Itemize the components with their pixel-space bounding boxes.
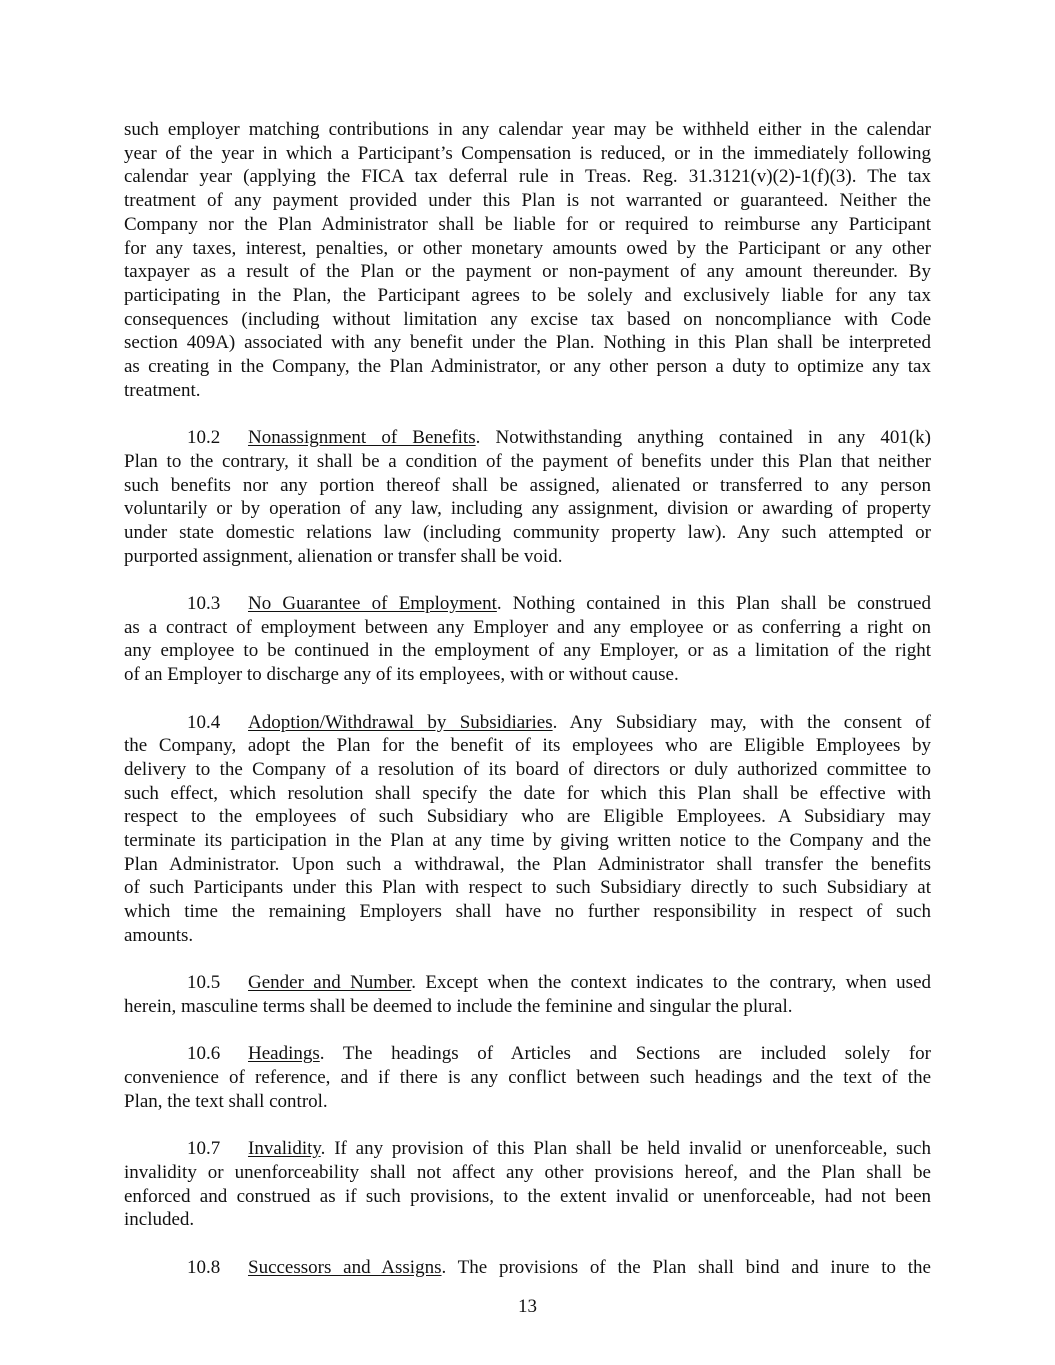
text-line: terminate its participation in the Plan at any time by giving written notice to the Company and the (124, 830, 931, 852)
text-line: Plan to the contrary, it shall be a condition of the payment of benefits under this Plan that neither (124, 450, 931, 472)
text-line: treatment. (124, 379, 201, 401)
text-line: Plan, the text shall control. (124, 1090, 328, 1112)
text-line: respect to the employees of such Subsidiary who are Eligible Employees. A Subsidiary may (124, 806, 931, 828)
section-first-line (124, 971, 931, 995)
document-body (124, 118, 931, 1303)
text-line: such employer matching contributions in any calendar year may be withheld either in the calendar (124, 119, 931, 140)
text-line: the Company, adopt the Plan for the benefit of its employees who are Eligible Employees by (124, 735, 931, 757)
text-line: delivery to the Company of a resolution of its board of directors or duly authorized committee to (124, 758, 931, 780)
section-text: . The provisions of the Plan shall bind and inure to the (441, 1256, 931, 1278)
text-line: herein, masculine terms shall be deemed to include the feminine and singular the plural. (124, 995, 793, 1017)
text-line: included. (124, 1209, 195, 1231)
text-line: under state domestic relations law (including community property law). Any such attempted or (124, 521, 931, 543)
text-line: participating in the Plan, the Participant agrees to be solely and exclusively liable for any tax (124, 284, 931, 306)
section-heading: Adoption/Withdrawal by Subsidiaries (248, 711, 553, 733)
text-line: convenience of reference, and if there is any conflict between such headings and the text of the (124, 1067, 931, 1089)
section-10-8 (124, 1256, 931, 1280)
section-text: . Notwithstanding anything contained in any 401(k) (475, 427, 931, 449)
section-first-line (124, 1042, 931, 1066)
section-10-4 (124, 711, 931, 948)
section-text: . The headings of Articles and Sections are included solely for (319, 1043, 931, 1065)
section-number: 10.3 (187, 593, 221, 615)
text-line: which time the remaining Employers shall have no further responsibility in respect of such (124, 901, 931, 923)
intro-paragraph (124, 118, 931, 402)
text-line: amounts. (124, 924, 194, 946)
section-10-2 (124, 426, 931, 568)
text-line: purported assignment, alienation or transfer shall be void. (124, 545, 563, 567)
section-heading: Headings (248, 1043, 320, 1065)
text-line: as creating in the Company, the Plan Administrator, or any other person a duty to optimize any tax (124, 356, 931, 378)
section-text: . Any Subsidiary may, with the consent of (552, 711, 931, 733)
text-line: treatment of any payment provided under this Plan is not warranted or guaranteed. Neither the (124, 190, 931, 212)
text-line: of an Employer to discharge any of its employees, with or without cause. (124, 664, 679, 686)
text-line: enforced and construed as if such provisions, to the extent invalid or unenforceable, had not been (124, 1185, 931, 1207)
section-heading: Nonassignment of Benefits (248, 427, 476, 449)
text-line: taxpayer as a result of the Plan or the payment or non-payment of any amount thereunder. By (124, 261, 931, 283)
section-number: 10.7 (187, 1138, 221, 1160)
section-first-line (124, 1256, 931, 1280)
text-line: any employee to be continued in the employment of any Employer, or as a limitation of the right (124, 640, 931, 662)
section-10-5 (124, 971, 931, 1018)
section-first-line (124, 1137, 931, 1161)
text-line: voluntarily or by operation of any law, including any assignment, division or awarding of property (124, 498, 931, 520)
section-number: 10.2 (187, 427, 221, 449)
page-number: 13 (518, 1296, 537, 1317)
text-line: section 409A) associated with any benefit under the Plan. Nothing in this Plan shall be interpreted (124, 332, 931, 354)
section-10-3 (124, 592, 931, 687)
text-line: invalidity or unenforceability shall not affect any other provisions hereof, and the Plan shall be (124, 1161, 931, 1183)
text-line: as a contract of employment between any Employer and any employee or as conferring a right on (124, 616, 931, 638)
section-number: 10.6 (187, 1043, 221, 1065)
section-heading: Invalidity (248, 1138, 321, 1160)
text-line: Company nor the Plan Administrator shall be liable for or required to reimburse any Participant (124, 213, 931, 235)
section-text: . If any provision of this Plan shall be held invalid or unenforceable, such (320, 1138, 931, 1160)
section-10-6 (124, 1042, 931, 1113)
section-first-line (124, 592, 931, 616)
section-number: 10.4 (187, 711, 221, 733)
section-heading: No Guarantee of Employment (248, 593, 497, 615)
text-line: calendar year (applying the FICA tax deferral rule in Treas. Reg. 31.3121(v)(2)-1(f)(3). The tax (124, 166, 931, 188)
section-first-line (124, 711, 931, 735)
section-number: 10.5 (187, 972, 221, 994)
text-line: such benefits nor any portion thereof shall be assigned, alienated or transferred to any person (124, 474, 931, 496)
section-text: . Except when the context indicates to the contrary, when used (411, 972, 931, 994)
text-line: year of the year in which a Participant’s Compensation is reduced, or in the immediately following (124, 142, 931, 164)
section-heading: Successors and Assigns (248, 1256, 442, 1278)
text-line: Plan Administrator. Upon such a withdrawal, the Plan Administrator shall transfer the benefits (124, 853, 931, 875)
section-number: 10.8 (187, 1256, 221, 1278)
section-heading: Gender and Number (248, 972, 412, 994)
text-line: for any taxes, interest, penalties, or other monetary amounts owed by the Participant or any other (124, 237, 931, 259)
section-text: . Nothing contained in this Plan shall be construed (496, 593, 931, 615)
section-10-7 (124, 1137, 931, 1232)
text-line: of such Participants under this Plan with respect to such Subsidiary directly to such Subsidiary at (124, 877, 931, 899)
text-line: consequences (including without limitation any excise tax based on noncompliance with Code (124, 308, 931, 330)
text-line: such effect, which resolution shall specify the date for which this Plan shall be effective with (124, 782, 931, 804)
section-first-line (124, 426, 931, 450)
